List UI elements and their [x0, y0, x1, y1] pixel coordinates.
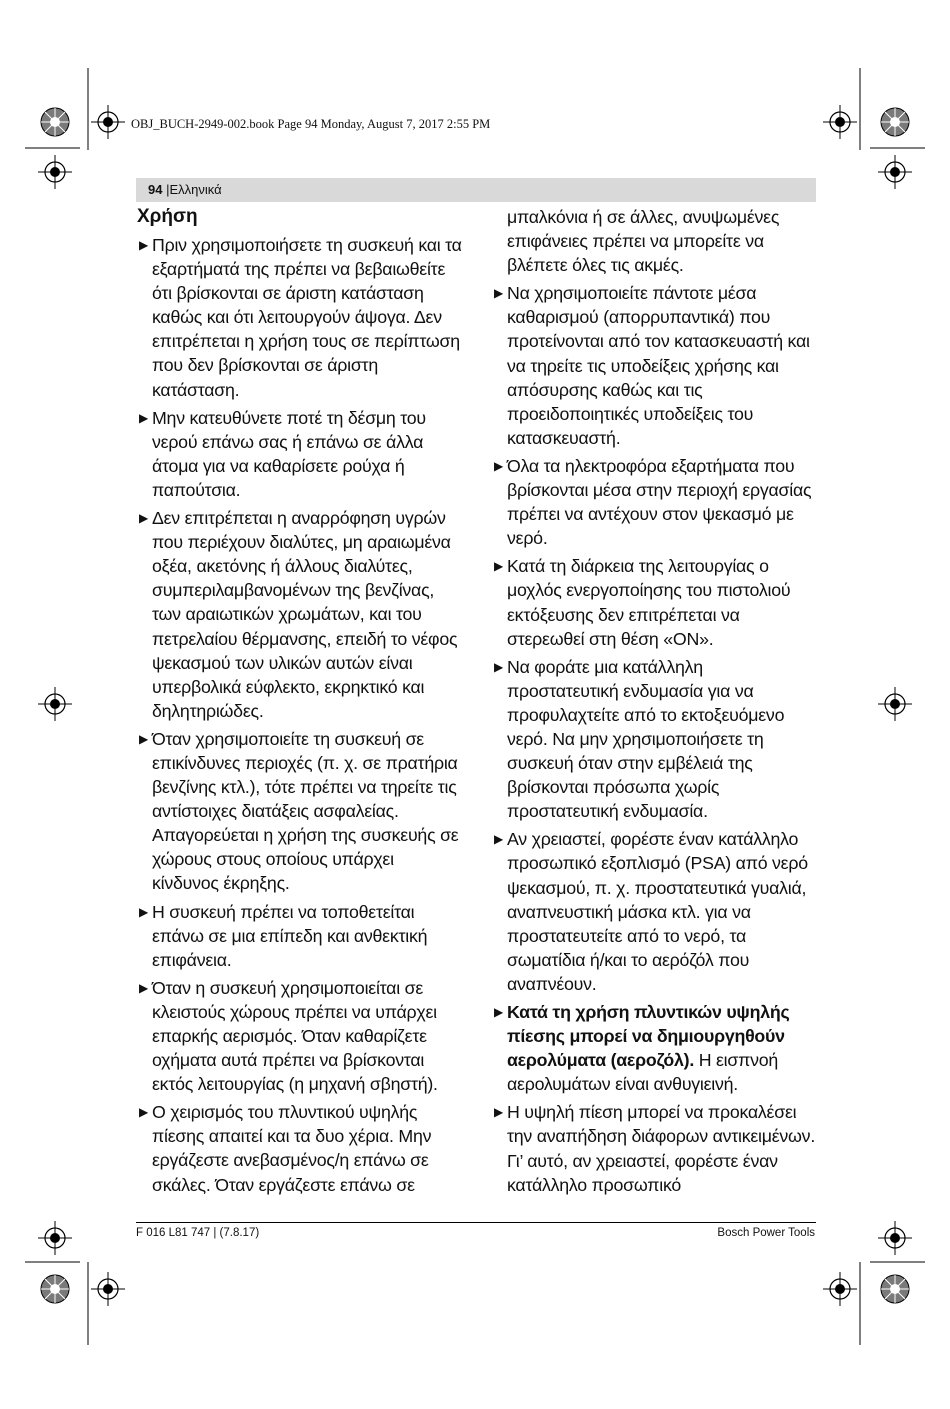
list-item [137, 506, 462, 723]
list-item [137, 900, 462, 972]
warning-bold-text: Κατά τη χρήση πλυντικών υψηλής πίεσης μπορεί να δημιουργηθούν αερολύματα (αεροζόλ). [507, 1002, 790, 1071]
list-item [137, 406, 462, 502]
bullet-icon: ▶ [139, 980, 148, 995]
list-item-warning [492, 1000, 817, 1096]
list-item-text: Να φοράτε μια κατάλληλη προστατευτική ενδυμασία για να προφυλαχτείτε από το εκτοξευόμενο νερό. Να μην χρησιμοποιήσετε τη συσκευή όταν στην εμβέλειά της βρίσκονται πρόσωπα χωρίς προστατευτική ενδυμασία. [507, 656, 785, 822]
list-item [137, 233, 462, 402]
bullet-icon: ▶ [139, 731, 148, 746]
page-header-bar [136, 178, 816, 202]
list-item-text: Η υψηλή πίεση μπορεί να προκαλέσει την αναπήδηση διάφορων αντικειμένων. Γι’ αυτό, αν χρειαστεί, φορέστε έναν κατάλληλο προσωπικό [507, 1102, 816, 1195]
bullet-icon: ▶ [139, 1105, 148, 1120]
bullet-icon: ▶ [494, 659, 503, 674]
continued-text: μπαλκόνια ή σε άλλες, ανυψωμένες επιφάνειες πρέπει να μπορείτε να βλέπετε όλες τις ακμές. [507, 207, 780, 276]
bullet-icon: ▶ [139, 904, 148, 919]
list-item-text: Ο χειρισμός του πλυντικού υψηλής πίεσης απαιτεί και τα δυο χέρια. Μην εργάζεστε ανεβασμένος/η επάνω σε σκάλες. Όταν εργάζεστε επάνω σε [152, 1102, 432, 1195]
left-column [137, 205, 462, 1201]
list-item-text: Κατά τη διάρκεια της λειτουργίας ο μοχλός ενεργοποίησης του πιστολιού εκτόξευσης δεν επιτρέπεται να στερεωθεί στη θέση «ON». [507, 556, 791, 649]
list-item [137, 727, 462, 896]
bullet-icon: ▶ [494, 1105, 503, 1120]
page-header [148, 182, 222, 197]
list-item-text: Να χρησιμοποιείτε πάντοτε μέσα καθαρισμού (απορρυπαντικά) που προτείνονται από τον κατασκευαστή και να τηρείτε τις υποδείξεις χρήσης και απόσυρσης καθώς και τις προειδοποιητικές υποδείξεις του κατασκευαστή. [507, 283, 810, 448]
warning-normal-text: Η εισπνοή αερολυμάτων είναι ανθυγιεινή. [507, 1050, 779, 1095]
bullet-icon: ▶ [494, 458, 503, 473]
footer-rule [136, 1222, 816, 1223]
list-item [492, 655, 817, 824]
right-column [492, 205, 817, 1201]
list-item-text: Αν χρειαστεί, φορέστε έναν κατάλληλο προσωπικό εξοπλισμό (PSA) από νερό ψεκασμού, π. χ. προστατευτικά γυαλιά, αναπνευστική μάσκα κτλ. για να προστατευτείτε από το νερό, τα σωματίδια ή/και το αερόζόλ που αναπνέουν. [507, 829, 808, 994]
section-title: Χρήση [137, 206, 198, 227]
list-item-text: Μην κατευθύνετε ποτέ τη δέσμη του νερού επάνω σας ή επάνω σε άλλα άτομα για να καθαρίσετε ρούχα ή παπούτσια. [152, 407, 426, 500]
list-item-text: Δεν επιτρέπεται η αναρρόφηση υγρών που περιέχουν διαλύτες, μη αραιωμένα οξέα, ακετόνης ή άλλους διαλύτες, συμπεριλαμβανομένων της βενζίνας, των αραιωτικών χρωμάτων, και του πετρελαίου θέρμανσης, επειδή το νέφος ψεκασμού των υλικών αυτών είναι υπερβολικά εύφλεκτο, εκρηκτικό και δηλητηριώδες. [152, 508, 458, 721]
bullet-icon: ▶ [494, 832, 503, 847]
header-language: Ελληνικά [169, 182, 222, 197]
header-separator: | [166, 182, 170, 197]
list-item-text: Όλα τα ηλεκτροφόρα εξαρτήματα που βρίσκονται μέσα στην περιοχή εργασίας πρέπει να αντέχουν στον ψεκασμό με νερό. [507, 455, 812, 549]
list-item [492, 554, 817, 650]
list-item [492, 281, 817, 450]
book-file-header: OBJ_BUCH-2949-002.book Page 94 Monday, August 7, 2017 2:55 PM [131, 117, 491, 131]
bullet-icon: ▶ [494, 1005, 503, 1019]
bullet-icon: ▶ [494, 286, 503, 301]
list-item-text: Όταν η συσκευή χρησιμοποιείται σε κλειστούς χώρους πρέπει να υπάρχει επαρκής αερισμός. Όταν καθαρίζετε οχήματα αυτά πρέπει να βρίσκονται εκτός λειτουργίας (η μηχανή σβηστή). [152, 977, 438, 1095]
list-item-text: Πριν χρησιμοποιήσετε τη συσκευή και τα εξαρτήματά της πρέπει να βεβαιωθείτε ότι βρίσκονται σε άριστη κατάσταση καθώς και ότι λειτουργούν άψογα. Δεν επιτρέπεται η χρήση τους σε περίπτωση που δεν βρίσκονται σε άριστη κατάσταση. [152, 235, 462, 400]
list-item [492, 454, 817, 550]
list-item [492, 827, 817, 996]
bullet-icon: ▶ [139, 511, 148, 526]
list-item [137, 976, 462, 1096]
bullet-icon: ▶ [139, 410, 148, 425]
page-number: 94 [148, 182, 163, 197]
bullet-icon: ▶ [494, 559, 503, 574]
list-item-text: Όταν χρησιμοποιείτε τη συσκευή σε επικίνδυνες περιοχές (π. χ. σε πρατήρια βενζίνης κτλ.), τότε πρέπει να τηρείτε τις αντίστοιχες διατάξεις ασφαλείας. Απαγορεύεται η χρήση της συσκευής σε χώρους στους οποίους υπάρχει κίνδυνος έκρηξης. [152, 728, 459, 894]
list-item [137, 1100, 462, 1196]
footer-brand: Bosch Power Tools [717, 1227, 815, 1239]
bullet-icon: ▶ [139, 238, 148, 252]
list-item [492, 1100, 817, 1196]
list-item-text: Η συσκευή πρέπει να τοποθετείται επάνω σε μια επίπεδη και ανθεκτική επιφάνεια. [152, 901, 428, 970]
footer-document-code: F 016 L81 747 | (7.8.17) [136, 1227, 260, 1239]
